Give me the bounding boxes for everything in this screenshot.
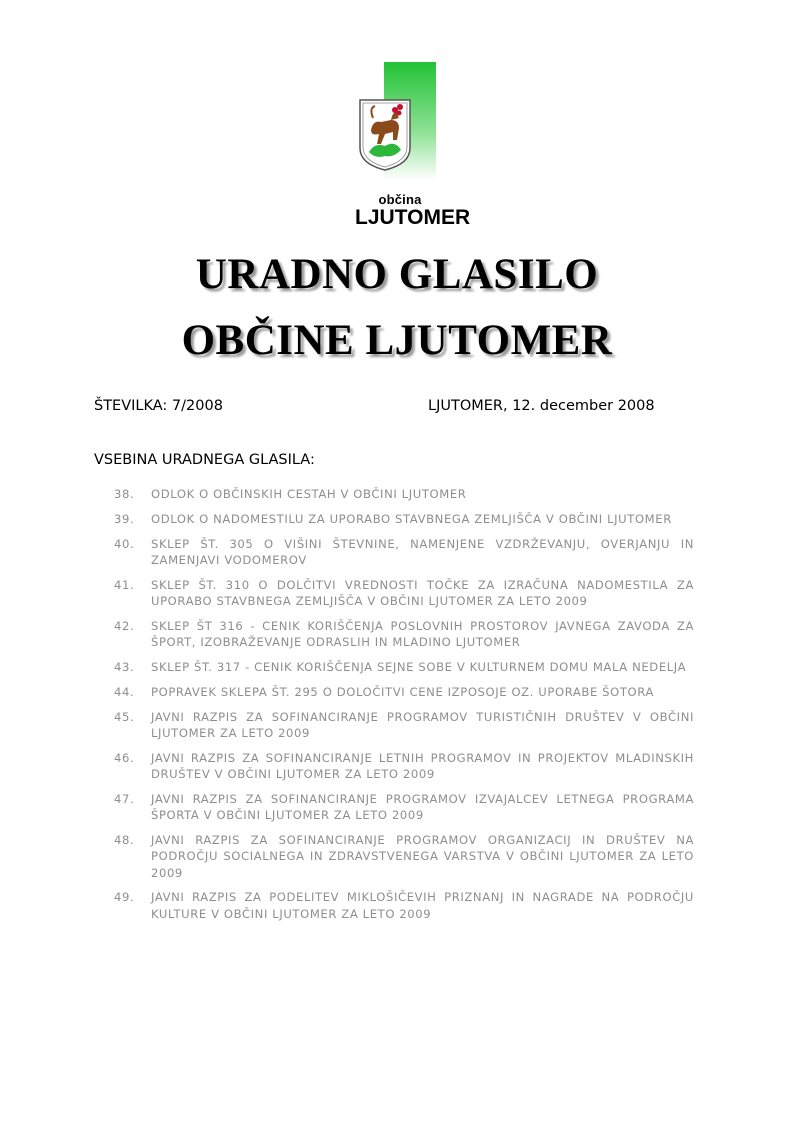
- toc-item[interactable]: [94, 750, 694, 782]
- toc-item-text: ODLOK O NADOMESTILU ZA UPORABO STAVBNEGA ZEMLJIŠČA V OBČINI LJUTOMER: [151, 511, 672, 526]
- toc-item[interactable]: [94, 511, 694, 527]
- toc-item-number: 39.: [114, 511, 135, 526]
- coat-of-arms-icon: [355, 60, 445, 210]
- toc-item-number: 43.: [114, 660, 135, 675]
- toc-item[interactable]: [94, 684, 694, 700]
- logo-municipality-name: LJUTOMER: [355, 206, 471, 229]
- toc-item[interactable]: [94, 536, 694, 568]
- toc-item-number: 45.: [114, 709, 135, 724]
- toc-item-text: ODLOK O OBČINSKIH CESTAH V OBČINI LJUTOMER: [151, 487, 467, 501]
- document-title-line2: OBČINE LJUTOMER: [181, 317, 613, 364]
- toc-item-number: 49.: [114, 890, 135, 905]
- toc-item-number: 44.: [114, 684, 135, 699]
- toc-item[interactable]: [94, 791, 694, 823]
- toc-item[interactable]: [94, 709, 694, 741]
- toc-item[interactable]: [94, 832, 694, 881]
- toc-item[interactable]: [94, 889, 694, 921]
- toc-item[interactable]: [94, 486, 694, 502]
- toc-item-number: 38.: [114, 487, 135, 501]
- toc-item-number: 41.: [114, 577, 135, 592]
- toc-item-text: POPRAVEK SKLEPA ŠT. 295 O DOLOČITVI CENE IZPOSOJE OZ. UPORABE ŠOTORA: [151, 684, 654, 699]
- toc-item-text: SKLEP ŠT 316 - CENIK KORIŠČENJA POSLOVNIH PROSTOROV JAVNEGA ZAVODA ZA ŠPORT, IZOBRAŽEVANJE ODRASLIH IN MLADINO LJUTOMER: [151, 618, 694, 650]
- logo-small-text: občina: [378, 192, 422, 207]
- toc-item[interactable]: [94, 618, 694, 650]
- toc-item-text: JAVNI RAZPIS ZA SOFINANCIRANJE LETNIH PROGRAMOV IN PROJEKTOV MLADINSKIH DRUŠTEV V OBČINI LJUTOMER ZA LETO 2009: [151, 750, 694, 782]
- toc-item-number: 47.: [114, 792, 135, 807]
- toc-item-text: JAVNI RAZPIS ZA SOFINANCIRANJE PROGRAMOV TURISTIČNIH DRUŠTEV V OBČINI LJUTOMER ZA LETO 2009: [151, 709, 694, 741]
- toc-item-text: JAVNI RAZPIS ZA SOFINANCIRANJE PROGRAMOV IZVAJALCEV LETNEGA PROGRAMA ŠPORTA V OBČINI LJUTOMER ZA LETO 2009: [151, 792, 694, 823]
- toc-item-text: SKLEP ŠT. 317 - CENIK KORIŠČENJA SEJNE SOBE V KULTURNEM DOMU MALA NEDELJA: [151, 660, 687, 675]
- toc-item-number: 46.: [114, 750, 135, 765]
- toc-item[interactable]: [94, 577, 694, 609]
- municipality-logo: [355, 60, 471, 229]
- place-and-date: LJUTOMER, 12. december 2008: [428, 398, 655, 414]
- toc-item-text: JAVNI RAZPIS ZA PODELITEV MIKLOŠIČEVIH PRIZNANJ IN NAGRADE NA PODROČJU KULTURE V OBČINI LJUTOMER ZA LETO 2009: [151, 890, 694, 921]
- toc-item-number: 42.: [114, 618, 135, 633]
- toc-item[interactable]: [94, 659, 694, 675]
- toc-item-text: SKLEP ŠT. 305 O VIŠINI ŠTEVNINE, NAMENJENE VZDRŽEVANJU, OVERJANJU IN ZAMENJAVI VODOMEROV: [151, 536, 694, 567]
- contents-heading: VSEBINA URADNEGA GLASILA:: [94, 452, 315, 468]
- toc-item-number: 48.: [114, 833, 135, 848]
- document-title-line1: URADNO GLASILO: [195, 251, 599, 298]
- issue-number: ŠTEVILKA: 7/2008: [94, 398, 223, 414]
- toc-item-number: 40.: [114, 536, 135, 551]
- table-of-contents: [94, 486, 694, 931]
- toc-item-text: SKLEP ŠT. 310 O DOLČITVI VREDNOSTI TOČKE ZA IZRAČUNA NADOMESTILA ZA UPORABO STAVBNEGA ZEMLJIŠČA V OBČINI LJUTOMER ZA LETO 2009: [151, 577, 694, 609]
- toc-item-text: JAVNI RAZPIS ZA SOFINANCIRANJE PROGRAMOV ORGANIZACIJ IN DRUŠTEV NA PODROČJU SOCIALNEGA IN ZDRAVSTVENEGA VARSTVA V OBČINI LJUTOMER ZA LETO 2009: [151, 833, 694, 880]
